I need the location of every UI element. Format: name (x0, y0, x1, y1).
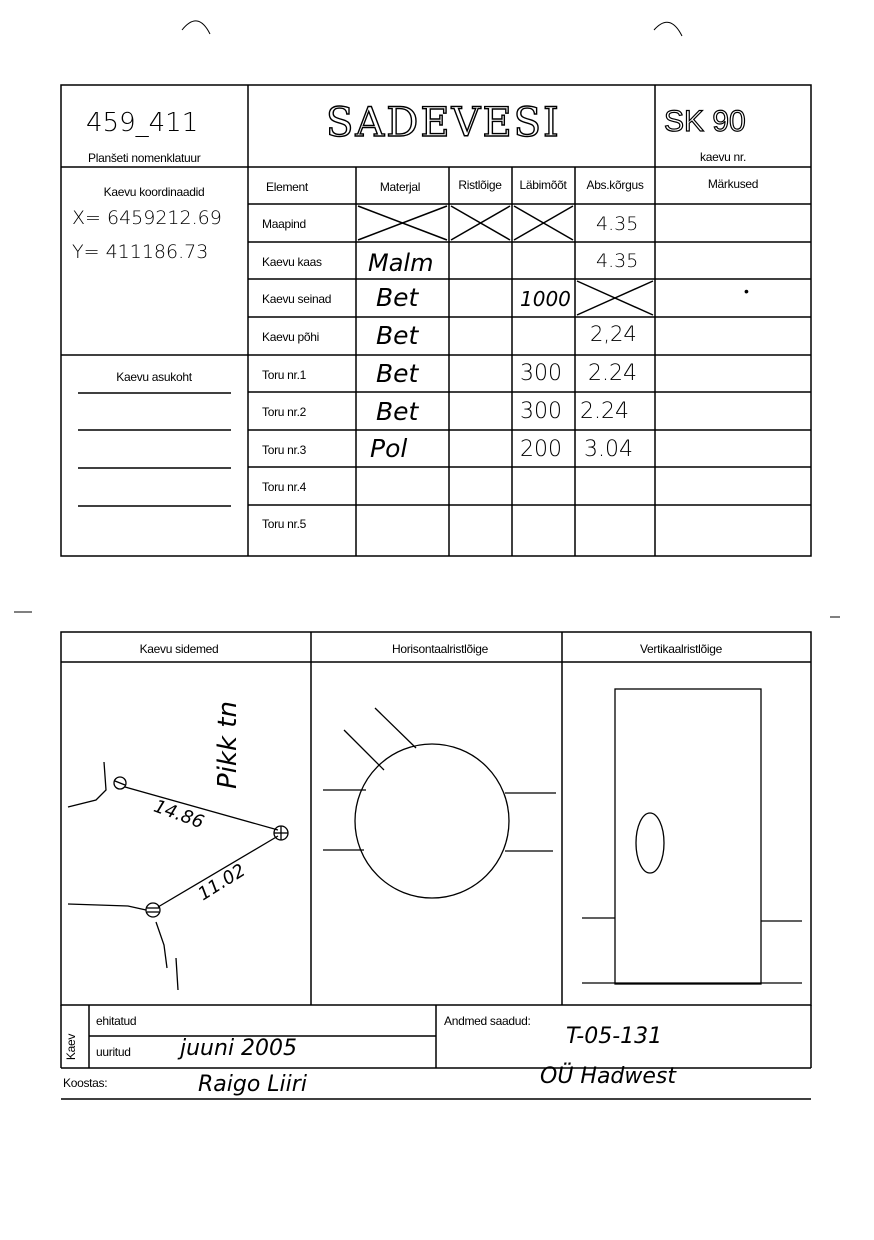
distance-label-2: 11.02 (194, 859, 250, 906)
row-material: Pol (370, 434, 408, 463)
well-label: kaevu nr. (700, 150, 746, 164)
row-abs: 2,24 (590, 322, 637, 346)
row-element: Kaevu põhi (262, 330, 320, 344)
row-element: Toru nr.4 (262, 480, 306, 494)
panel-horizontal-title: Horisontaalristlõige (391, 642, 489, 656)
coordinates-label: Kaevu koordinaadid (103, 185, 205, 199)
col-header-element: Element (266, 180, 308, 194)
panel-ties-title: Kaevu sidemed (139, 642, 219, 656)
row-element: Toru nr.2 (262, 405, 306, 419)
surveyed-value: juuni 2005 (180, 1036, 298, 1061)
row-element: Toru nr.5 (262, 517, 306, 531)
coordinate-x: X= 6459212.69 (72, 207, 222, 229)
row-diameter: 300 (520, 399, 562, 424)
row-notes: • (744, 284, 749, 300)
page-title: SADEVESI (326, 100, 561, 146)
row-diameter: 200 (520, 437, 562, 462)
row-abs: 4.35 (596, 213, 639, 235)
col-header-material: Materjal (379, 180, 421, 194)
row-material: Bet (376, 321, 419, 350)
company-name: OÜ Hadwest (540, 1064, 677, 1089)
author-name: Raigo Liiri (198, 1072, 307, 1097)
row-diameter: 300 (520, 361, 562, 386)
row-element: Maapind (262, 217, 306, 231)
col-header-diameter: Läbimõõt (519, 178, 567, 192)
row-abs: 2.24 (588, 361, 637, 386)
row-material: Bet (376, 397, 419, 426)
author-label: Koostas: (63, 1076, 108, 1090)
row-abs: 2.24 (580, 399, 629, 424)
vertical-section-drawing (582, 689, 802, 984)
horizontal-section-drawing (323, 708, 556, 898)
row-element: Kaevu kaas (262, 255, 322, 269)
col-header-abs: Abs.kõrgus (586, 178, 644, 192)
ties-sketch (68, 762, 288, 990)
data-source-value: T-05-131 (566, 1024, 663, 1049)
built-label: ehitatud (96, 1014, 137, 1028)
row-element: Toru nr.3 (262, 443, 306, 457)
street-name: Pikk tn (212, 701, 243, 789)
col-header-notes: Märkused (707, 177, 759, 191)
panel-vertical-title: Vertikaalristlõige (640, 642, 722, 656)
row-material: Malm (368, 249, 434, 277)
row-abs: 3.04 (584, 437, 633, 462)
well-code: SK 90 (664, 105, 746, 138)
row-abs: 4.35 (596, 250, 639, 272)
location-label: Kaevu asukoht (116, 370, 192, 384)
row-material: Bet (376, 359, 419, 388)
distance-label-1: 14.86 (150, 795, 207, 834)
side-label: Kaev (64, 1033, 79, 1061)
surveyed-label: uuritud (96, 1045, 131, 1059)
row-element: Kaevu seinad (262, 292, 332, 306)
sheet-label: Planšeti nomenklatuur (88, 151, 201, 165)
sheet-number: 459_411 (86, 108, 199, 138)
row-element: Toru nr.1 (262, 368, 306, 382)
row-diameter: 1000 (520, 287, 571, 311)
row-material: Bet (376, 283, 419, 312)
data-source-label: Andmed saadud: (444, 1014, 531, 1028)
coordinate-y: Y= 411186.73 (72, 241, 209, 263)
col-header-cross: Ristlõige (458, 178, 502, 192)
